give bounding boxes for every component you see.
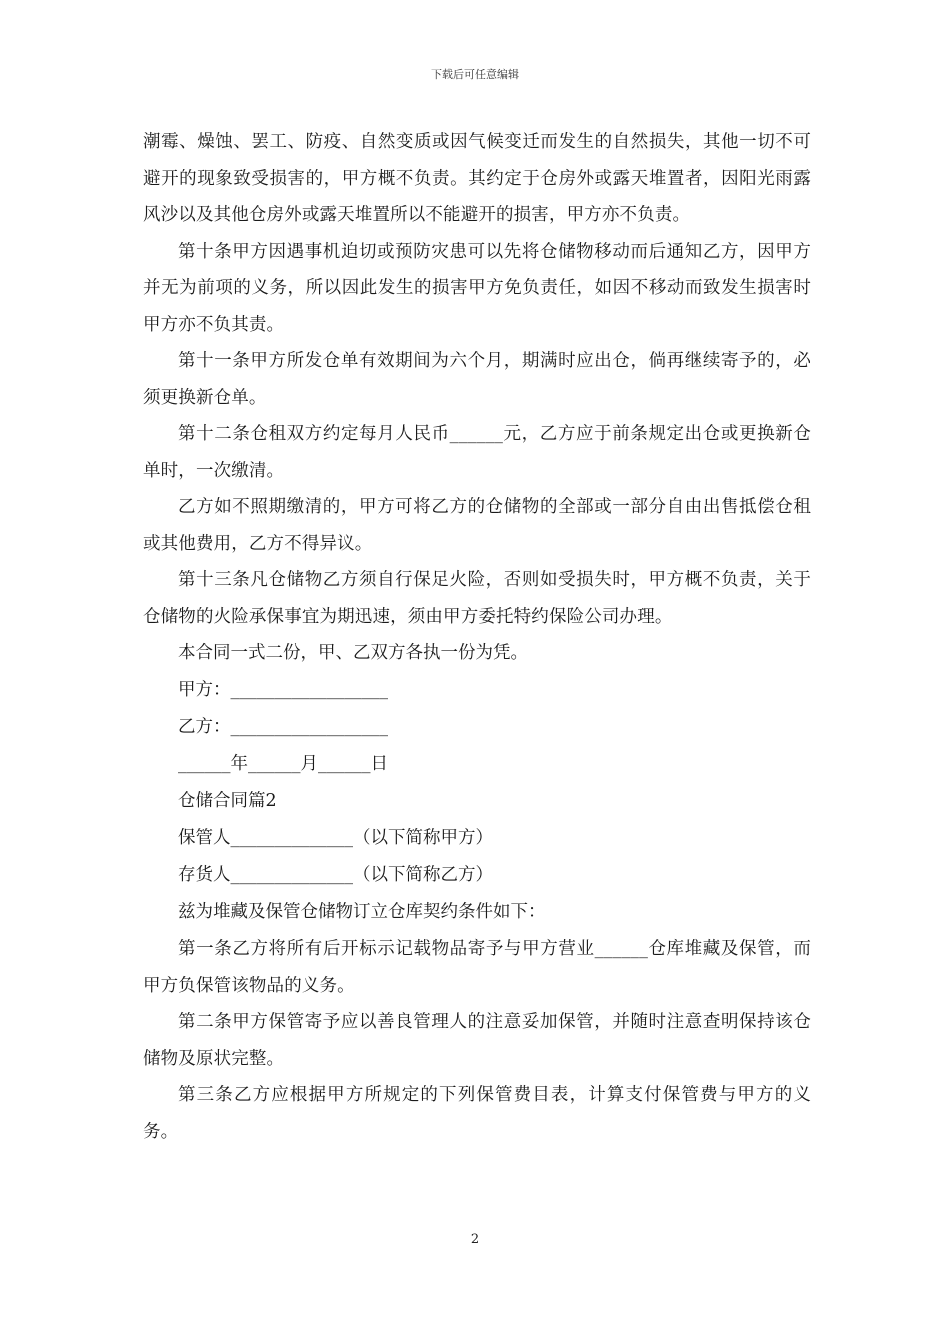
paragraph-late-payment: 乙方如不照期缴清的，甲方可将乙方的仓储物的全部或一部分自由出售抵偿仓租或其他费用，乙方不得异议。 — [143, 497, 811, 554]
paragraph-article-1: 第一条乙方将所有后开标示记载物品寄予与甲方营业______仓库堆藏及保管，而甲方负保管该物品的义务。 — [143, 939, 811, 996]
paragraph-article-11: 第十一条甲方所发仓单有效期间为六个月，期满时应出仓，倘再继续寄予的，必须更换新仓单。 — [143, 351, 811, 408]
section-title: 仓储合同篇2 — [178, 791, 277, 811]
depositor-line: 存货人______________（以下简称乙方） — [178, 865, 493, 885]
paragraph-article-10: 第十条甲方因遇事机迫切或预防灾患可以先将仓储物移动而后通知乙方，因甲方并无为前项的义务，所以因此发生的损害甲方免负责任，如因不移动而致发生损害时甲方亦不负其责。 — [143, 241, 811, 335]
copies-statement: 本合同一式二份，甲、乙双方各执一份为凭。 — [178, 643, 528, 663]
page-header: 下载后可任意编辑 — [431, 68, 519, 81]
paragraph-article-12: 第十二条仓租双方约定每月人民币______元，乙方应于前条规定出仓或更换新仓单时，一次缴清。 — [143, 424, 811, 481]
paragraph-article-3: 第三条乙方应根据甲方所规定的下列保管费目表，计算支付保管费与甲方的义务。 — [143, 1085, 811, 1142]
date-line: ______年______月______日 — [178, 754, 388, 774]
party-a-signature-line: 甲方：__________________ — [178, 680, 388, 700]
party-b-signature-line: 乙方：__________________ — [178, 717, 388, 737]
paragraph-continuation: 潮霉、燥蚀、罢工、防疫、自然变质或因气候变迁而发生的自然损失，其他一切不可避开的现象致受损害的，甲方概不负责。其约定于仓房外或露天堆置者，因阳光雨露风沙以及其他仓房外或露天堆置所以不能避开的损害，甲方亦不负责。 — [143, 132, 811, 225]
document-body — [143, 124, 811, 1150]
preamble-line: 兹为堆藏及保管仓储物订立仓库契约条件如下： — [178, 902, 546, 922]
custodian-line: 保管人______________（以下简称甲方） — [178, 828, 493, 848]
page-number: 2 — [470, 1232, 480, 1247]
paragraph-article-2: 第二条甲方保管寄予应以善良管理人的注意妥加保管，并随时注意查明保持该仓储物及原状完整。 — [143, 1012, 811, 1069]
paragraph-article-13: 第十三条凡仓储物乙方须自行保足火险，否则如受损失时，甲方概不负责，关于仓储物的火险承保事宜为期迅速，须由甲方委托特约保险公司办理。 — [143, 570, 811, 627]
